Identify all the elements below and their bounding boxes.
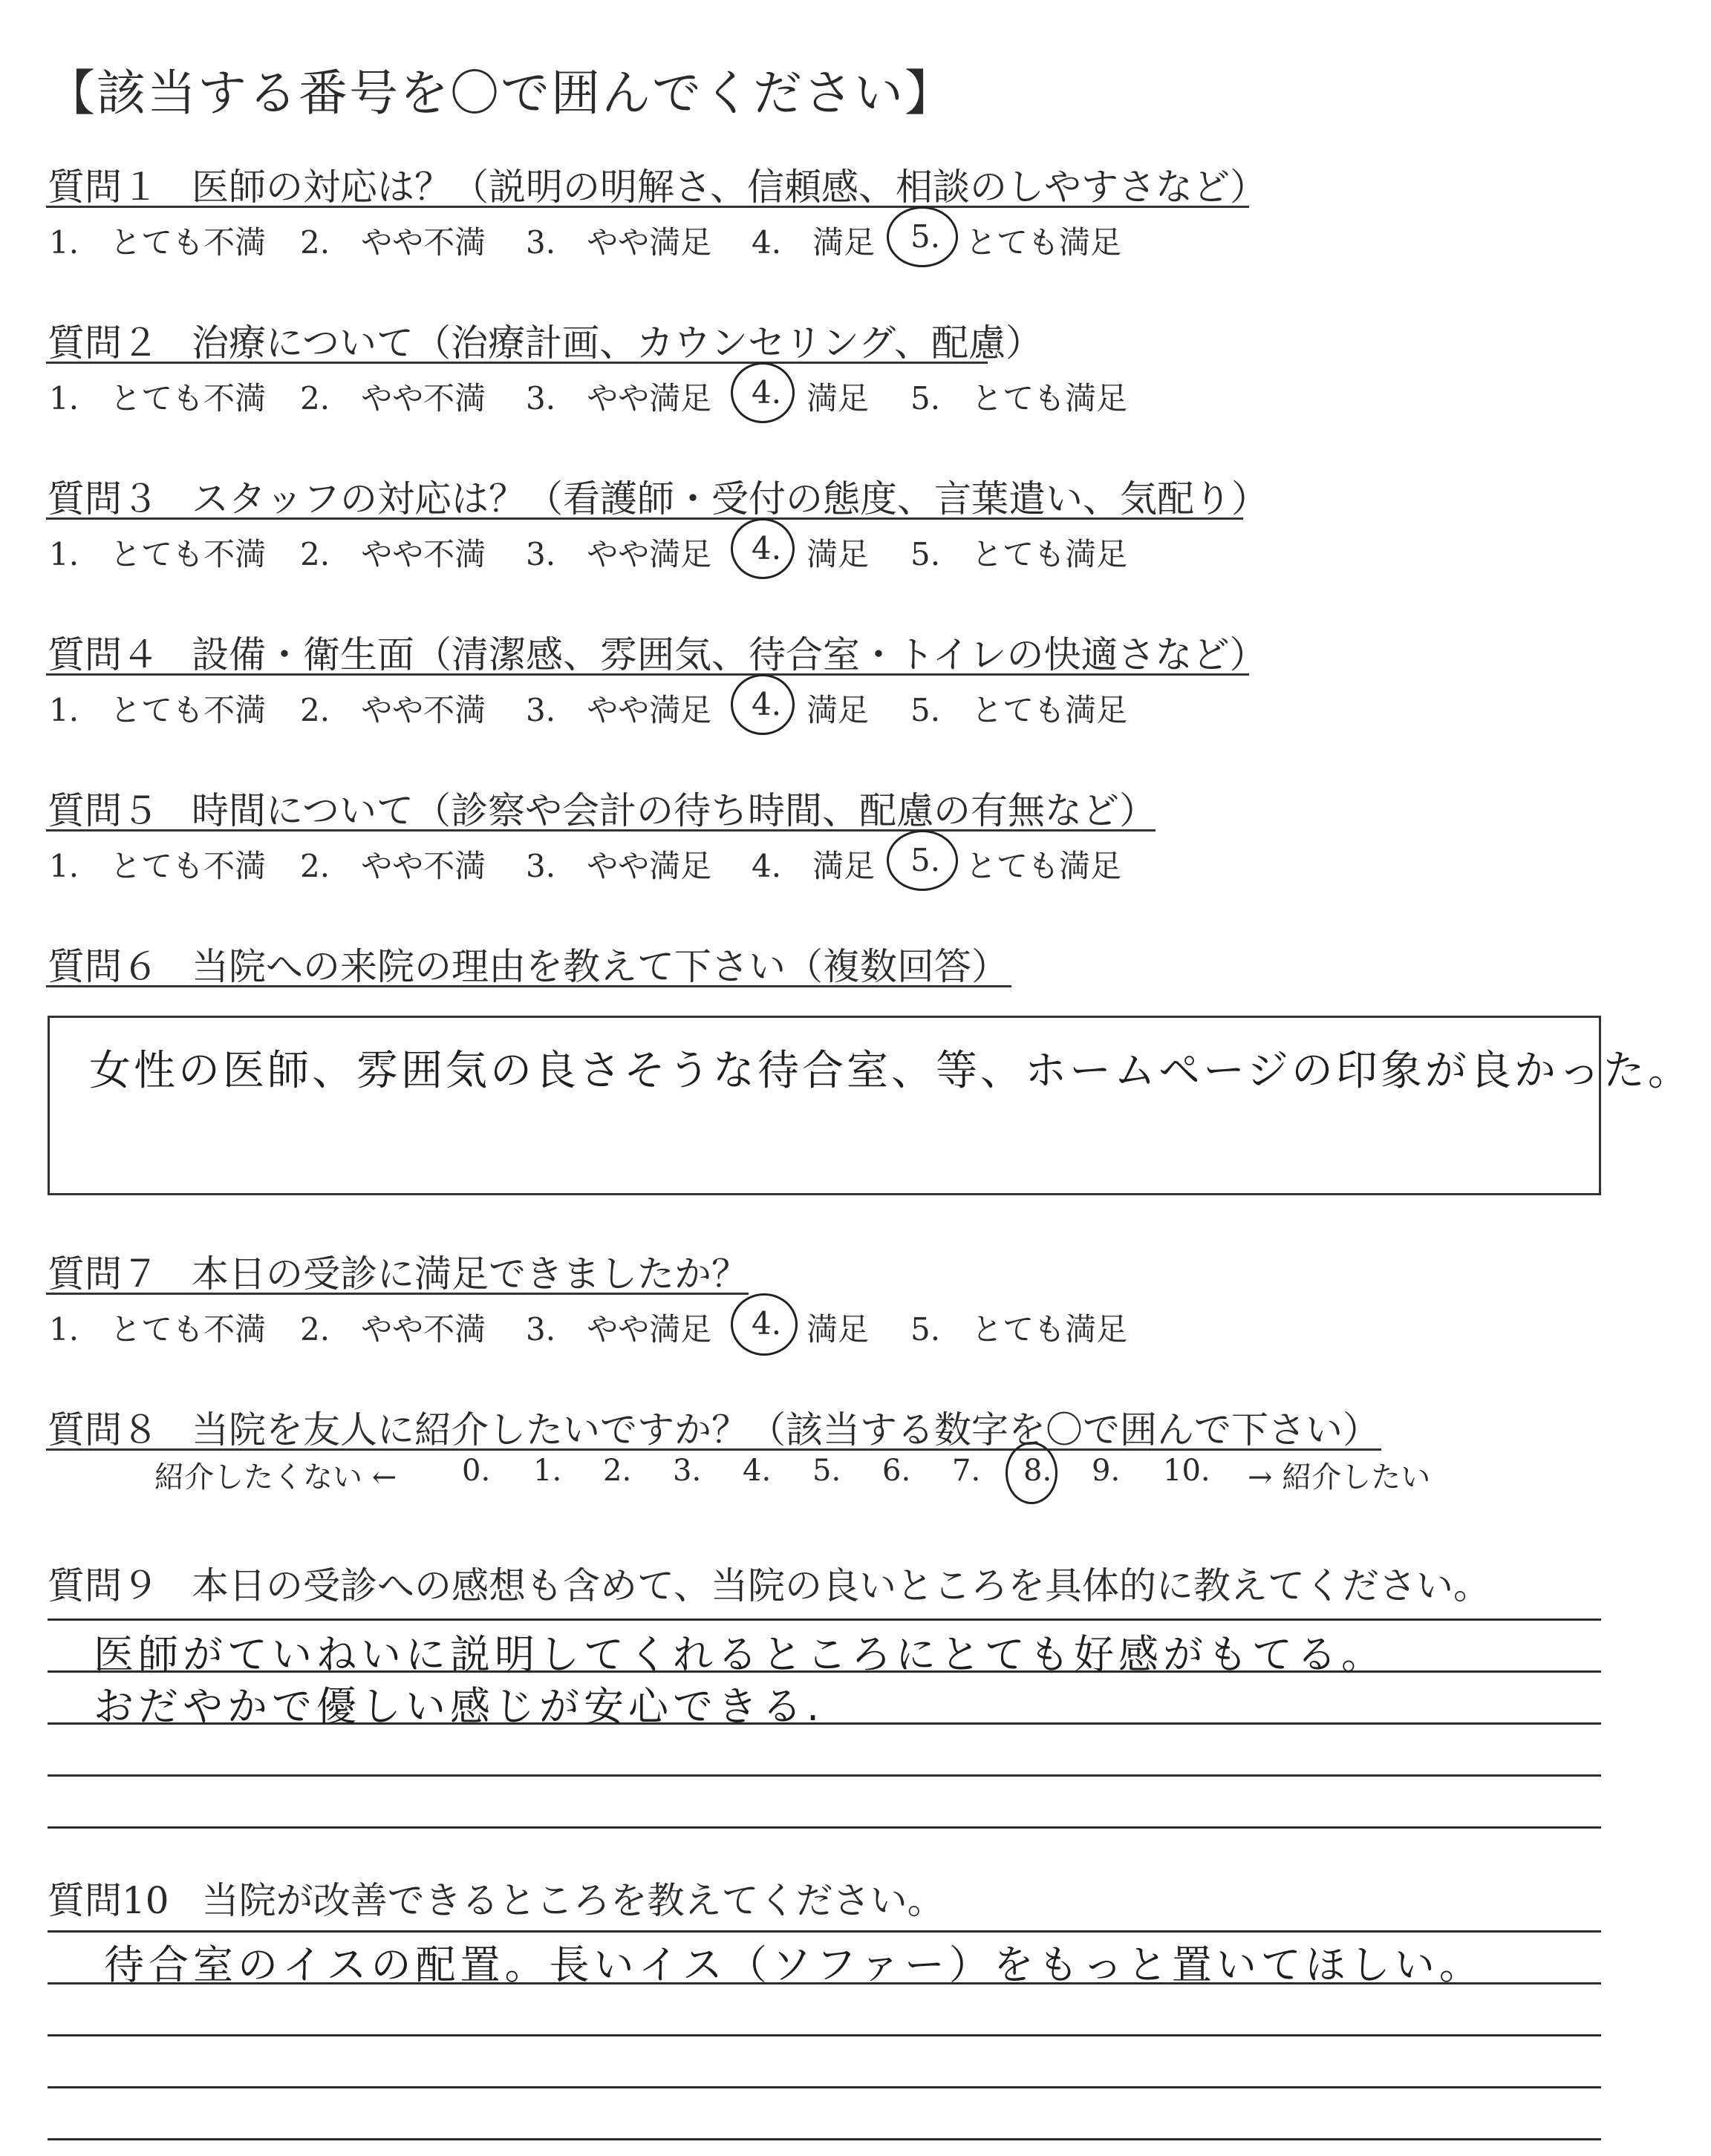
q9-writing-line <box>48 1774 1601 1777</box>
q4-option-4-label[interactable]: 満足 <box>806 692 870 728</box>
q5-option-1[interactable]: 1. とても不満 <box>49 848 267 884</box>
q4-option-4-number[interactable]: 4. <box>752 686 782 722</box>
question-8-title <box>48 1400 1380 1454</box>
q3-option-1[interactable]: 1. とても不満 <box>49 536 267 572</box>
q8-scale-6[interactable]: 6. <box>882 1454 911 1488</box>
q4-option-3[interactable]: 3. やや満足 <box>526 692 712 728</box>
question-1-underline <box>46 206 1249 208</box>
q10-writing-line <box>48 2086 1601 2088</box>
q10-writing-line <box>48 2138 1601 2140</box>
question-3-number: 質問３ <box>48 477 159 520</box>
question-10-text: 当院が改善できるところを教えてください。 <box>201 1879 945 1922</box>
question-4-number: 質問４ <box>48 633 159 676</box>
question-6-underline <box>46 985 1011 987</box>
q3-option-3[interactable]: 3. やや満足 <box>526 536 712 572</box>
question-9-number: 質問９ <box>48 1564 159 1607</box>
question-6-text: 当院への来院の理由を教えて下さい（複数回答） <box>192 945 1008 988</box>
question-4-underline <box>46 673 1249 676</box>
question-6-title <box>48 937 1008 990</box>
question-5-underline <box>46 829 1156 832</box>
q8-scale-7[interactable]: 7. <box>952 1454 981 1488</box>
q9-handwritten-line-1: 医師がていねいに説明してくれるところにとても好感がもてる。 <box>94 1631 1386 1678</box>
q6-handwritten-answer: 女性の医師、雰囲気の良さそうな待合室、等、ホームページの印象が良かった。 <box>89 1047 1692 1095</box>
q4-option-1[interactable]: 1. とても不満 <box>49 692 267 728</box>
q5-option-3[interactable]: 3. やや満足 <box>526 848 712 884</box>
q2-option-1[interactable]: 1. とても不満 <box>49 380 267 416</box>
q2-option-4-number[interactable]: 4. <box>752 374 782 411</box>
question-10-title <box>48 1871 945 1924</box>
q2-option-2[interactable]: 2. やや不満 <box>300 380 486 416</box>
q5-option-2[interactable]: 2. やや不満 <box>300 848 486 884</box>
question-7-title <box>48 1244 749 1298</box>
q4-selection-circle <box>731 674 795 735</box>
q3-option-4-label[interactable]: 満足 <box>806 536 870 572</box>
question-8-text: 当院を友人に紹介したいですか？（該当する数字を〇で囲んで下さい） <box>192 1408 1380 1451</box>
q10-writing-line <box>48 2034 1601 2036</box>
q10-handwritten-line-1: 待合室のイスの配置。長いイス（ソファー）をもっと置いてほしい。 <box>104 1941 1484 1988</box>
q8-scale-9[interactable]: 9. <box>1092 1454 1121 1488</box>
q5-option-5-number[interactable]: 5. <box>910 842 941 878</box>
q10-writing-line <box>48 1930 1601 1933</box>
q7-option-4-label[interactable]: 満足 <box>806 1311 870 1348</box>
q7-option-1[interactable]: 1. とても不満 <box>49 1311 267 1348</box>
question-2-title <box>48 313 1043 367</box>
q5-option-4[interactable]: 4. 満足 <box>752 848 876 884</box>
q2-option-5[interactable]: 5. とても満足 <box>910 380 1128 416</box>
question-3-text: スタッフの対応は？（看護師・受付の態度、言葉遣い、気配り） <box>192 477 1268 520</box>
q1-option-1[interactable]: 1. とても不満 <box>49 224 267 261</box>
question-7-underline <box>46 1293 749 1295</box>
question-3-title <box>48 469 1268 523</box>
q8-selection-circle <box>1006 1442 1057 1504</box>
question-7-number: 質問７ <box>48 1252 159 1296</box>
q9-handwritten-line-2: おだやかで優しい感じが安心できる. <box>94 1683 824 1730</box>
question-8-number: 質問８ <box>48 1408 159 1451</box>
q9-writing-line <box>48 1618 1601 1621</box>
question-2-underline <box>46 362 988 364</box>
question-1-number: 質問１ <box>48 166 159 209</box>
q1-option-3[interactable]: 3. やや満足 <box>526 224 712 261</box>
q8-scale-4[interactable]: 4. <box>743 1454 772 1488</box>
question-7-text: 本日の受診に満足できましたか？ <box>192 1252 749 1296</box>
question-4-title <box>48 625 1267 679</box>
q3-option-5[interactable]: 5. とても満足 <box>910 536 1128 572</box>
q8-scale-1[interactable]: 1. <box>533 1454 562 1488</box>
q8-scale-8[interactable]: 8. <box>1023 1454 1052 1488</box>
q1-selection-circle <box>887 206 958 267</box>
question-1-text: 医師の対応は？（説明の明解さ、信頼感、相談のしやすさなど） <box>192 166 1267 209</box>
question-4-text: 設備・衛生面（清潔感、雰囲気、待合室・トイレの快適さなど） <box>192 633 1267 676</box>
question-5-number: 質問５ <box>48 789 159 832</box>
q8-scale-5[interactable]: 5. <box>812 1454 841 1488</box>
question-2-text: 治療について（治療計画、カウンセリング、配慮） <box>192 321 1043 365</box>
q8-scale-2[interactable]: 2. <box>603 1454 632 1488</box>
q3-selection-circle <box>731 518 795 579</box>
question-6-number: 質問６ <box>48 945 159 988</box>
q1-option-4[interactable]: 4. 満足 <box>752 224 876 261</box>
q8-scale-0[interactable]: 0. <box>462 1454 491 1488</box>
q2-selection-circle <box>731 362 795 423</box>
q3-option-2[interactable]: 2. やや不満 <box>300 536 486 572</box>
q7-option-4-number[interactable]: 4. <box>752 1305 782 1342</box>
question-5-title <box>48 781 1156 834</box>
page-title: 【該当する番号を〇で囲んでください】 <box>46 65 955 122</box>
q7-option-2[interactable]: 2. やや不満 <box>300 1311 486 1348</box>
q1-option-5-label[interactable]: とても満足 <box>965 224 1122 261</box>
q2-option-3[interactable]: 3. やや満足 <box>526 380 712 416</box>
q7-selection-circle <box>731 1293 798 1356</box>
q4-option-5[interactable]: 5. とても満足 <box>910 692 1128 728</box>
q8-right-label: → 紹介したい <box>1248 1460 1431 1494</box>
q5-selection-circle <box>887 830 958 891</box>
question-1-title <box>48 157 1267 211</box>
q8-scale-10[interactable]: 10. <box>1163 1454 1210 1488</box>
question-5-text: 時間について（診察や会計の待ち時間、配慮の有無など） <box>192 789 1156 832</box>
question-9-text: 本日の受診への感想も含めて、当院の良いところを具体的に教えてください。 <box>192 1564 1490 1607</box>
q1-option-5-number[interactable]: 5. <box>910 218 941 255</box>
q7-option-5[interactable]: 5. とても満足 <box>910 1311 1128 1348</box>
q4-option-2[interactable]: 2. やや不満 <box>300 692 486 728</box>
q8-left-label: 紹介したくない ← <box>154 1460 397 1494</box>
q9-writing-line <box>48 1826 1601 1829</box>
q7-option-3[interactable]: 3. やや満足 <box>526 1311 712 1348</box>
q2-option-4-label[interactable]: 満足 <box>806 380 870 416</box>
q1-option-2[interactable]: 2. やや不満 <box>300 224 486 261</box>
q3-option-4-number[interactable]: 4. <box>752 530 782 566</box>
question-2-number: 質問２ <box>48 321 159 365</box>
q5-option-5-label[interactable]: とても満足 <box>965 848 1122 884</box>
question-9-title <box>48 1556 1490 1610</box>
question-3-underline <box>46 517 1243 520</box>
question-8-underline <box>46 1448 1381 1451</box>
question-10-number: 質問10 <box>48 1879 169 1922</box>
q8-scale-3[interactable]: 3. <box>673 1454 702 1488</box>
